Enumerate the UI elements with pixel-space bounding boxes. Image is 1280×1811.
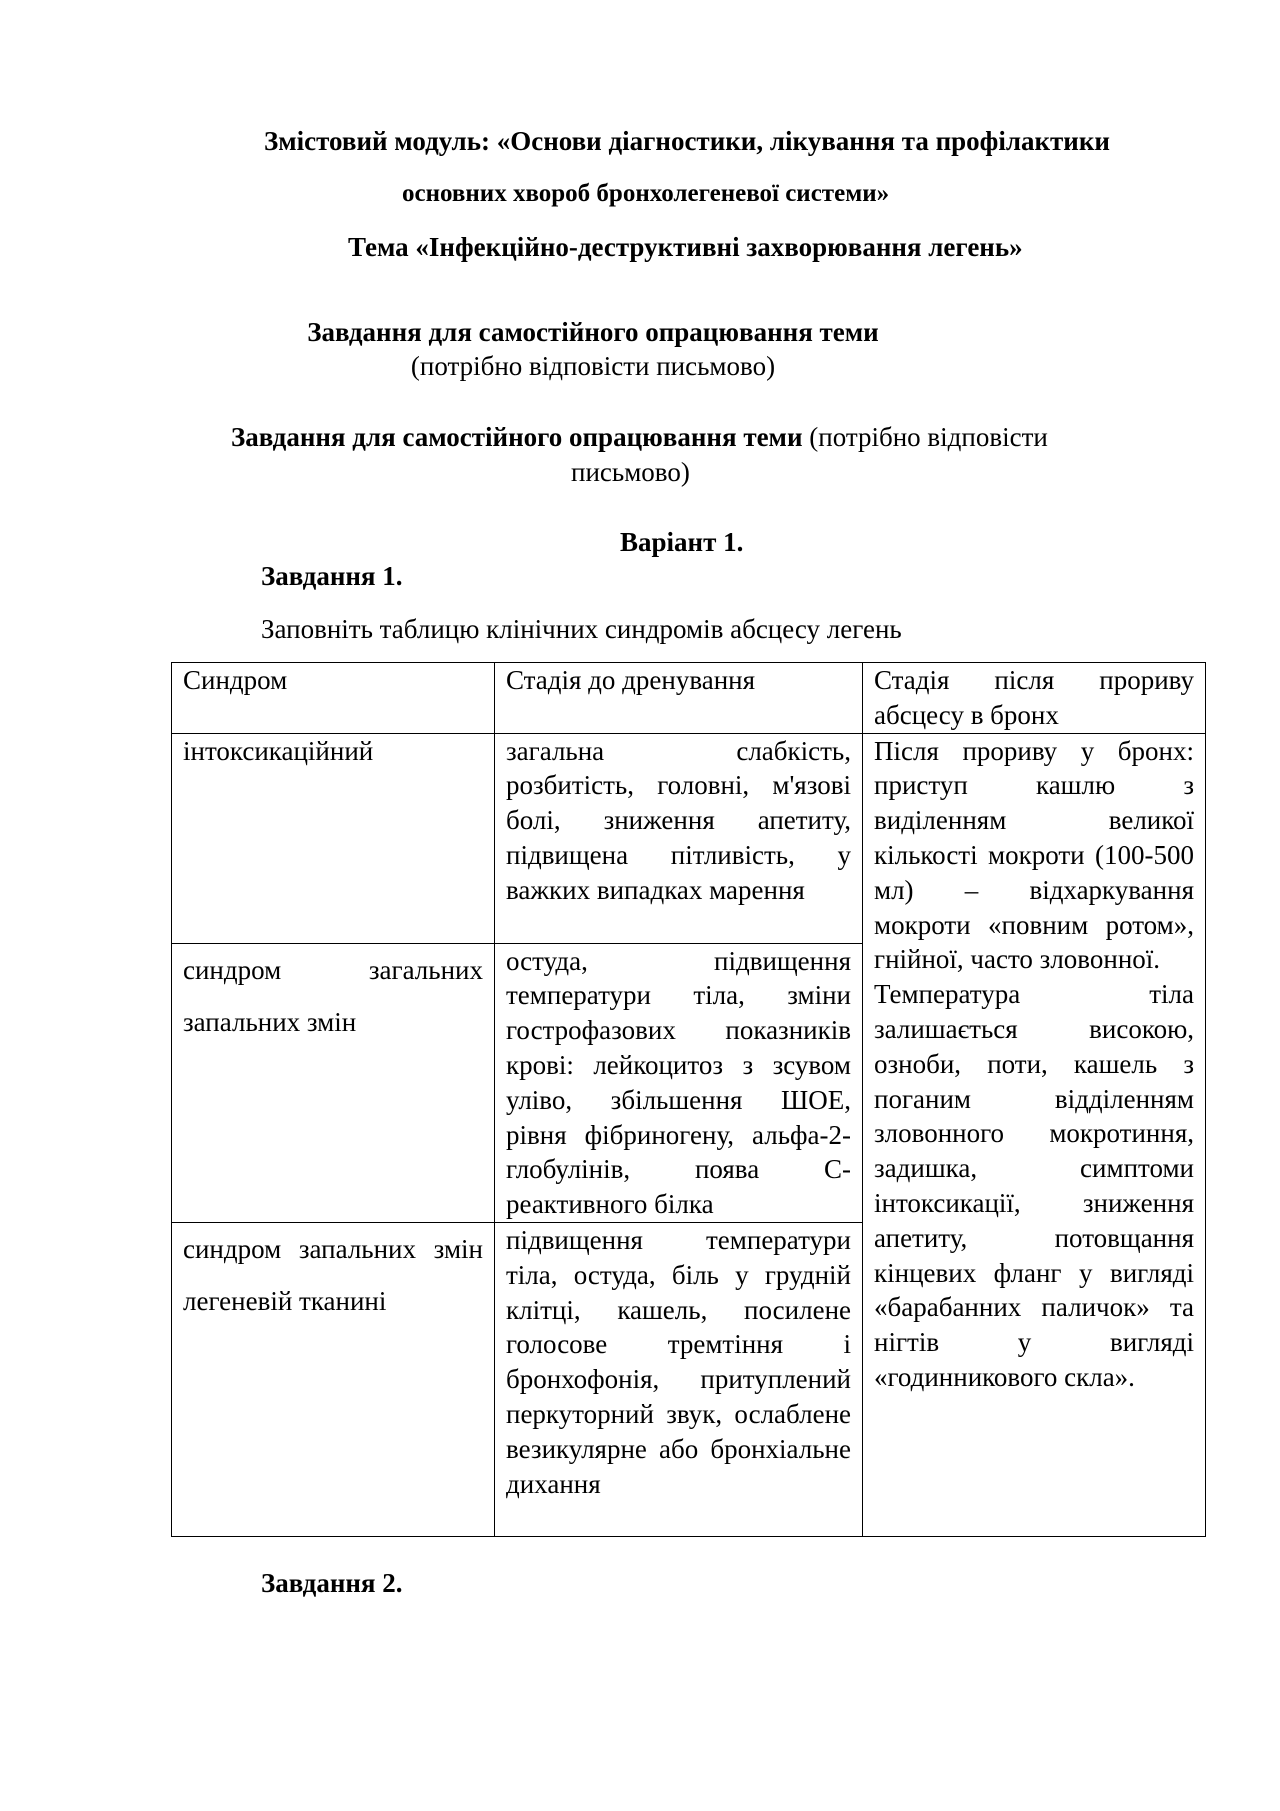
header-cell-after: Стадія після прориву абсцесу в бронх: [863, 663, 1206, 734]
task1-title: Завдання 1.: [261, 561, 403, 591]
task2-title: Завдання 2.: [261, 1568, 403, 1598]
before-drainage-cell: загальна слабкість, розбитість, головні, м'язові болі, зниження апетиту, підвищена пітливість, у важких випадках марення: [495, 733, 863, 943]
syndrome-cell: синдром загальних запальних змін: [172, 943, 495, 1222]
syndromes-table: [171, 662, 1206, 1537]
topic-title: Тема «Інфекційно-деструктивні захворювання легень»: [348, 232, 1023, 262]
syndrome-cell: синдром запальних змін легеневій тканині: [172, 1222, 495, 1536]
assignment-heading-2-bold: Завдання для самостійного опрацювання теми: [231, 422, 803, 452]
assignment-heading-2-rest: (потрібно відповісти: [802, 422, 1048, 452]
table-header-row: [172, 663, 1206, 734]
syndrome-cell: інтоксикаційний: [172, 733, 495, 943]
assignment-note-1: (потрібно відповісти письмово): [410, 351, 776, 381]
task1-instruction: Заповніть таблицю клінічних синдромів абсцесу легень: [261, 614, 902, 644]
module-title-line2: основних хвороб бронхолегеневої системи»: [402, 180, 890, 207]
table-row: [172, 733, 1206, 943]
after-breakthrough-cell: [863, 733, 1206, 1536]
header-cell-syndrome: Синдром: [172, 663, 495, 734]
after-paragraph-1: Після прориву у бронх: приступ кашлю з виділенням великої кількості мокроти (100-500 мл) – відхаркування мокроти «повним ротом», гнійної, часто зловонної.: [874, 735, 1194, 975]
assignment-heading-1: Завдання для самостійного опрацювання теми: [307, 317, 879, 347]
before-drainage-cell: остуда, підвищення температури тіла, зміни гострофазових показників крові: лейкоцитоз з зсувом уліво, збільшення ШОЕ, рівня фібриногену, альфа-2-глобулінів, поява С-реактивного білка: [495, 943, 863, 1222]
header-cell-before: Стадія до дренування: [495, 663, 863, 734]
variant-title: Варіант 1.: [620, 527, 744, 557]
after-paragraph-2: Температура тіла залишається високою, озноби, поти, кашель з поганим відділенням зловонного мокротиння, задишка, симптоми інтоксикації, зниження апетиту, потовщання кінцевих фланг у вигляді «барабанних паличок» та нігтів у вигляді «годинникового скла».: [874, 979, 1194, 1392]
before-drainage-cell: підвищення температури тіла, остуда, біль у грудній клітці, кашель, посилене голосове тремтіння і бронхофонія, притуплений перкуторний звук, ослаблене везикулярне або бронхіальне дихання: [495, 1222, 863, 1536]
assignment-heading-2: [231, 420, 1048, 454]
module-title-line1: Змістовий модуль: «Основи діагностики, лікування та профілактики: [264, 126, 1110, 156]
assignment-heading-2-line2: письмово): [571, 457, 690, 487]
